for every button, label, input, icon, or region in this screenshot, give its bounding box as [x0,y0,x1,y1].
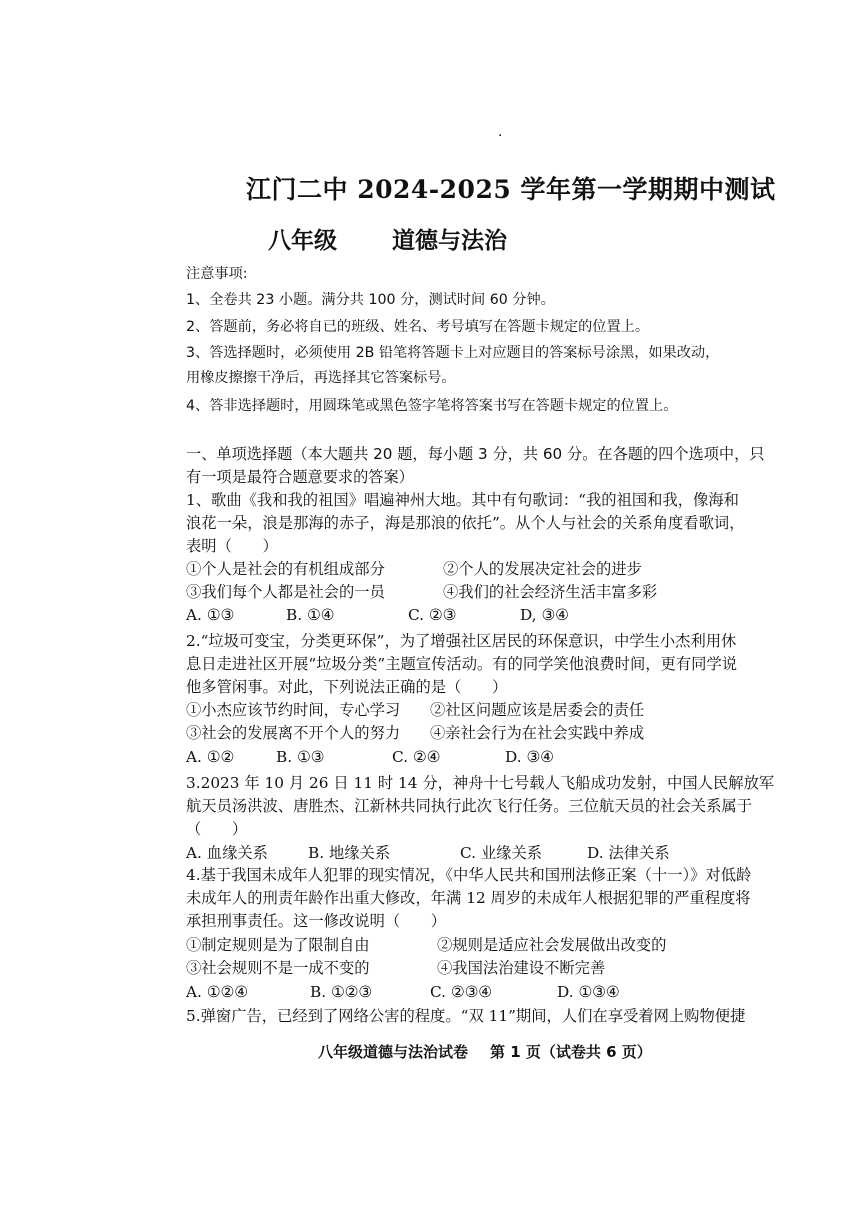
question-3-option-d: D. 法律关系 [587,844,670,862]
question-1-text: 浪花一朵，浪是那海的赤子，海是那浪的依托”。从个人与社会的关系角度看歌词， [186,514,745,532]
question-4-text: 未成年人的刑责年龄作出重大修改，年满 12 周岁的未成年人根据犯罪的严重程度将 [186,889,751,907]
question-1-option-c: C. ②③ [408,606,457,624]
question-1-text: 1、歌曲《我和我的祖国》唱遍神州大地。其中有句歌词：“我的祖国和我，像海和 [186,491,739,509]
question-2-option-c: C. ②④ [392,748,441,766]
footer-paper-name: 八年级道德与法治试卷 [318,1043,469,1061]
question-2-statement: ③社会的发展离不开个人的努力 [186,724,401,742]
question-1-statement: ③我们每个人都是社会的一员 [186,583,385,601]
question-4-statement: ①制定规则是为了限制自由 [186,936,370,954]
footer-page-info: 第 1 页（试卷共 6 页） [490,1043,652,1061]
question-4-option-c: C. ②③④ [430,983,493,1001]
notes-item: 2、答题前，务必将自已的班级、姓名、考号填写在答题卡规定的位置上。 [186,319,650,335]
notes-item: 3、答选择题时，必须使用 2B 铅笔将答题卡上对应题目的答案标号涂黑，如果改动， [186,345,720,361]
subject-label: 道德与法治 [392,227,507,254]
question-3-option-c: C. 业缘关系 [460,844,543,862]
question-1-option-d: D, ③④ [520,606,569,624]
question-4-option-a: A. ①②④ [186,983,248,1001]
notes-item: 4、答非选择题时，用圆珠笔或黑色签字笔将答案书写在答题卡规定的位置上。 [186,398,678,414]
stray-mark: · [498,128,503,144]
question-3-option-b: B. 地缘关系 [308,844,391,862]
notes-item: 用橡皮擦擦干净后，再选择其它答案标号。 [186,370,456,386]
question-2-statement: ②社区问题应该是居委会的责任 [430,701,645,719]
question-4-statement: ②规则是适应社会发展做出改变的 [437,936,667,954]
question-5-text: 5.弹窗广告，已经到了网络公害的程度。“双 11”期间，人们在享受着网上购物便捷 [186,1007,746,1025]
question-2-text: 息日走进社区开展“垃圾分类”主题宣传活动。有的同学笑他浪费时间，更有同学说 [186,655,738,673]
question-3-option-a: A. 血缘关系 [186,844,268,862]
page-footer [318,1041,652,1062]
question-4-statement: ④我国法治建设不断完善 [437,959,606,977]
notes-item: 1、全卷共 23 小题。满分共 100 分，测试时间 60 分钟。 [186,292,555,308]
question-2-option-b: B. ①③ [276,748,325,766]
question-2-statement: ①小杰应该节约时间，专心学习 [186,701,401,719]
question-2-text: 2.“垃圾可变宝，分类更环保”，为了增强社区居民的环保意识，中学生小杰利用休 [186,632,737,650]
question-3-text: 3.2023 年 10 月 26 日 11 时 14 分，神舟十七号载人飞船成功发射，中国人民解放军 [186,774,775,792]
question-4-text: 4.基于我国未成年人犯罪的现实情况，《中华人民共和国刑法修正案（十一）》对低龄 [186,866,752,884]
question-4-statement: ③社会规则不是一成不变的 [186,959,370,977]
grade-label: 八年级 [268,227,337,254]
question-1-option-b: B. ①④ [286,606,335,624]
question-2-statement: ④亲社会行为在社会实践中养成 [430,724,645,742]
question-2-option-d: D. ③④ [505,748,554,766]
section-heading: 一、单项选择题（本大题共 20 题，每小题 3 分，共 60 分。在各题的四个选项中，只 [186,445,765,463]
question-1-statement: ①个人是社会的有机组成部分 [186,560,385,578]
question-1-statement: ④我们的社会经济生活丰富多彩 [443,583,658,601]
question-2-text: 他多管闲事。对此，下列说法正确的是（ ） [186,678,508,696]
question-1-statement: ②个人的发展决定社会的进步 [443,560,642,578]
section-heading: 有一项是最符合题意要求的答案） [186,468,414,486]
question-4-text: 承担刑事责任。这一修改说明（ ） [186,912,447,930]
question-4-option-d: D. ①③④ [557,983,620,1001]
question-4-option-b: B. ①②③ [310,983,373,1001]
question-1-option-a: A. ①③ [186,606,235,624]
question-3-text: （ ） [186,820,248,838]
question-2-option-a: A. ①② [186,748,235,766]
question-1-text: 表明（ ） [186,537,278,555]
notes-heading: 注意事项: [186,266,248,282]
exam-title: 江门二中 2024-2025 学年第一学期期中测试 [246,175,776,204]
question-3-text: 航天员汤洪波、唐胜杰、江新林共同执行此次飞行任务。三位航天员的社会关系属于 [186,797,752,815]
